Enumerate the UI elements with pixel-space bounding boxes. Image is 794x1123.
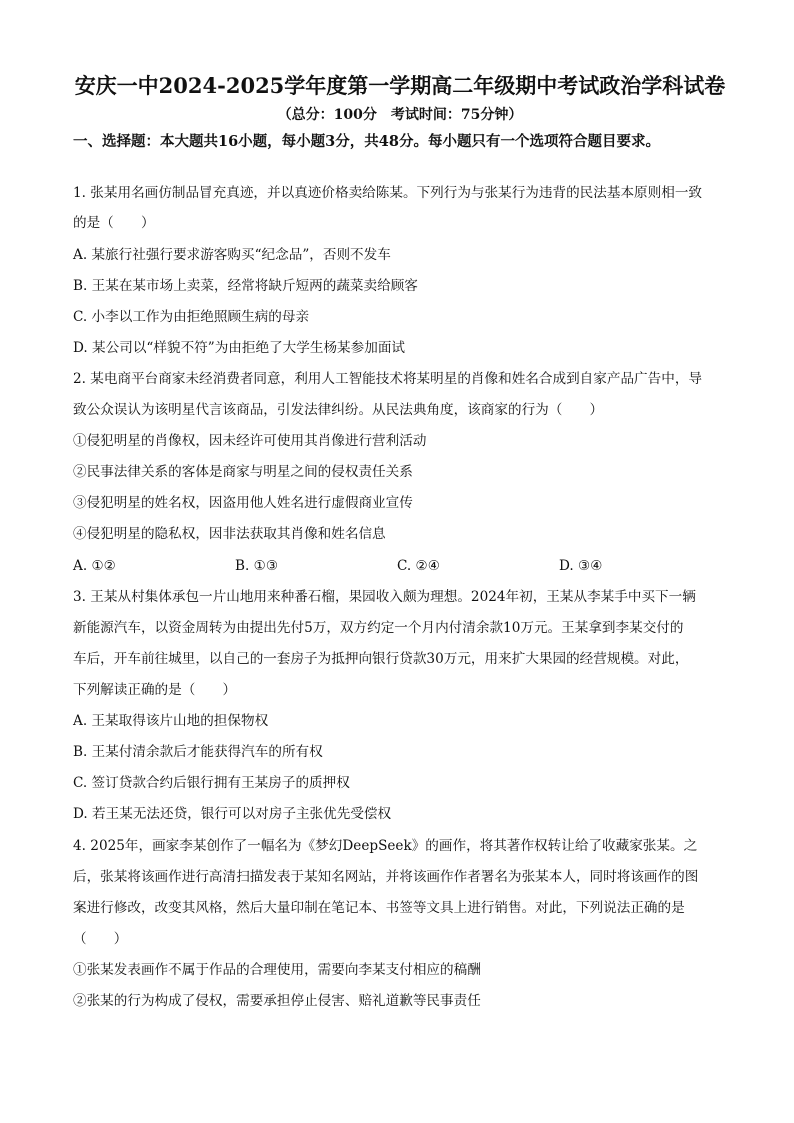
section-heading: 一、选择题：本大题共16小题，每小题3分，共48分。每小题只有一个选项符合题目要求。 [73,133,660,150]
q1-stem-line1: 1. 张某用名画仿制品冒充真迹，并以真迹价格卖给陈某。下列行为与张某行为违背的民法基本原则相一致 [73,185,703,201]
q1-option-b: B. 王某在某市场上卖菜，经常将缺斤短两的蔬菜卖给顾客 [73,278,418,294]
q2-option-a: A. ①② [73,558,116,574]
q4-stem-line3: 案进行修改，改变其风格，然后大量印制在笔记本、书签等文具上进行销售。对此，下列说法正确的是 [73,900,685,916]
q3-option-c: C. 签订贷款合约后银行拥有王某房子的质押权 [73,775,350,791]
q4-stem-line4: （ ） [73,931,128,947]
q1-option-d: D. 某公司以“样貌不符”为由拒绝了大学生杨某参加面试 [73,340,406,356]
q2-option-d: D. ③④ [559,558,603,574]
exam-title: 安庆一中2024-2025学年度第一学期高二年级期中考试政治学科试卷 [74,73,726,98]
q2-option-c: C. ②④ [397,558,440,574]
q1-option-a: A. 某旅行社强行要求游客购买“纪念品”，否则不发车 [73,247,391,263]
q4-stem-line2: 后，张某将该画作进行高清扫描发表于某知名网站，并将该画作作者署名为张某本人，同时将该画作的图 [73,869,699,885]
q2-statement-4: ④侵犯明星的隐私权，因非法获取其肖像和姓名信息 [73,526,386,542]
q3-option-a: A. 王某取得该片山地的担保物权 [73,713,269,729]
q2-statement-2: ②民事法律关系的客体是商家与明星之间的侵权责任关系 [73,464,413,480]
q2-stem-line2: 致公众误认为该明星代言该商品，引发法律纠纷。从民法典角度，该商家的行为（ ） [73,402,604,418]
q3-option-d: D. 若王某无法还贷，银行可以对房子主张优先受偿权 [73,806,392,822]
exam-subtitle: （总分：100分 考试时间：75分钟） [277,107,523,123]
q4-stem-line1: 4. 2025年，画家李某创作了一幅名为《梦幻DeepSeek》的画作，将其著作权转让给了收藏家张某。之 [73,838,698,854]
q2-statement-1: ①侵犯明星的肖像权，因未经许可使用其肖像进行营利活动 [73,433,427,449]
q3-stem-line4: 下列解读正确的是（ ） [73,682,237,698]
q3-stem-line3: 车后，开车前往城里，以自己的一套房子为抵押向银行贷款30万元，用来扩大果园的经营规模。对此， [73,651,689,667]
q3-stem-line2: 新能源汽车，以资金周转为由提出先付5万，双方约定一个月内付清余款10万元。王某拿到李某交付的 [73,620,684,636]
q3-option-b: B. 王某付清余款后才能获得汽车的所有权 [73,744,323,760]
q1-option-c: C. 小李以工作为由拒绝照顾生病的母亲 [73,309,310,325]
q3-stem-line1: 3. 王某从村集体承包一片山地用来种番石榴，果园收入颇为理想。2024年初，王某从李某手中买下一辆 [73,589,696,605]
q2-option-b: B. ①③ [235,558,279,574]
q4-statement-1: ①张某发表画作不属于作品的合理使用，需要向李某支付相应的稿酬 [73,962,481,978]
q1-stem-line2: 的是（ ） [73,215,155,231]
q2-stem-line1: 2. 某电商平台商家未经消费者同意，利用人工智能技术将某明星的肖像和姓名合成到自家产品广告中，导 [73,371,703,387]
q2-statement-3: ③侵犯明星的姓名权，因盗用他人姓名进行虚假商业宣传 [73,495,413,511]
q4-statement-2: ②张某的行为构成了侵权，需要承担停止侵害、赔礼道歉等民事责任 [73,993,481,1009]
